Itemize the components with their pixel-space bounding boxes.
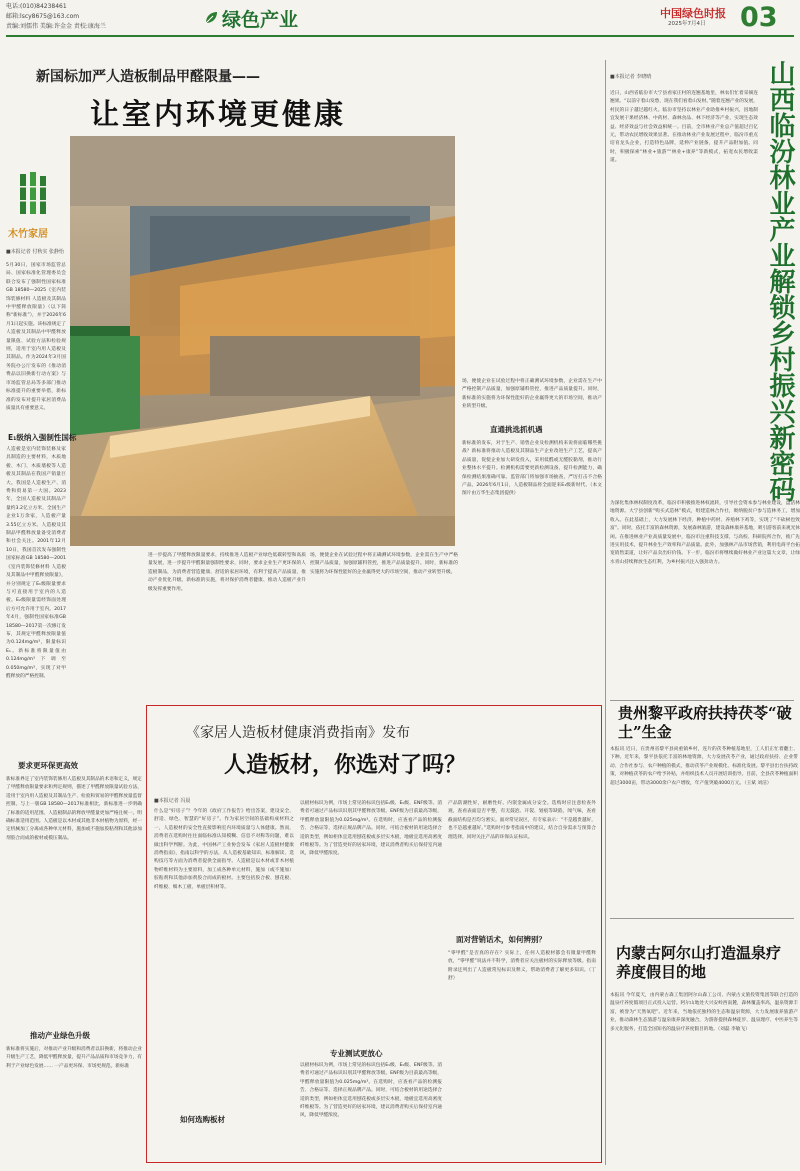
- side-divider-1: [610, 700, 794, 701]
- guide-col3-b: “零甲醛”是否真的存在？实际上，任何人造板材都会有微量甲醛释放，“零甲醛”说法并不科学，消费者应关注板材的实际释放等级。指南附录还列出了人造板常见标识及释义，帮助消费者了解更多知识。（丁舒）: [448, 951, 596, 982]
- contact-phone: 电话:(010)84238461: [6, 3, 67, 10]
- guide-headline: 人造板材，你选对了吗？: [224, 752, 467, 778]
- lead-subhead-3: 推动产业绿色升级: [30, 1031, 90, 1040]
- side-headline: 山西临汾林业产业解锁乡村振兴新密码: [765, 60, 795, 502]
- factory-photo: [70, 136, 455, 546]
- issue-date: 2025年7月4日: [668, 21, 706, 27]
- side-divider-2: [610, 918, 794, 919]
- lead-subhead-4: 直通挑选抓机遇: [490, 425, 543, 434]
- lead-col4-top: 场，便使企业在试验过程中将正确测试环境参数，企业需在生产中严格控制产品质量，加强原辅料管控，推进产品质量提升。同时，新标准的实施将为环保性能好的企业赢得更大的市场空间，推动产业转型升级。: [462, 379, 602, 410]
- contact-email: 邮箱:lscy8675@163.com: [6, 13, 80, 20]
- inner-mongolia-text: 本报讯 今年夏天，由内蒙古森工集团阿尔山森工公司、内蒙古文旅投资集团等联合打造的温泉疗养度假项目正式投入运营。阿尔山地处大兴安岭西南麓，森林覆盖率高，温泉资源丰富，被誉为“天然氧吧”。近年来，当地依托独特的生态和温泉资源，大力发展康养旅游产业，推动森林生态旅游与温泉康养深度融合，为游客提供森林徒步、温泉理疗、中医养生等多元化服务，打造全国知名的温泉疗养度假目的地。（刘磊 李敏飞）: [610, 993, 798, 1032]
- guide-subhead-2: 专业测试更放心: [330, 1049, 383, 1058]
- guide-byline: ■本报记者 冯晨: [154, 798, 191, 804]
- section-title: 绿色产业: [222, 8, 299, 31]
- lead-col1-c: 新标准界定了室内装饰装修用人造板及其制品的术语和定义，规定了甲醛释放限量要求和判定规则，描述了甲醛释放限量试验方法，适用于室内用人造板及其制品生产、检验和贸易的甲醛释放量监督控制。与上一版GB 18580—2017标准相比，新标准进一步明确了标准的适用范围。人造板制品的释放甲醛量更加严格且统一。明确标准适用范围。人造板是以木材或其他非木材植物为原料，经一定机械加工分离成各种单元材料，施加或不施加胶粘剂和其他添加剂胶合而成的板材或模压制品。: [6, 777, 142, 841]
- column-divider: [605, 60, 606, 1165]
- guide-col2-b: 以板材标识为例，市场上常见的标识包括E₁级、E₀级、ENF级等。消费者可通过产品标识识别其甲醛释放等级。ENF级为目前最高等级，甲醛释放量限值为0.025mg/m³。在选购时，应查看产品的检测报告、合格证等，选择正规品牌产品。同时，可结合板材的用途选择合适的类型，例如柜体宜选用刨花板或多层实木板，地板宜选用高密度纤维板等。为了营造更好的居家环境，建议消费者购买后保持室内通风，降低甲醛浓度。: [300, 1063, 442, 1119]
- editor-credits: 责编:刘儒伟 美编:许金金 责校:康海兰: [6, 23, 106, 30]
- guizhou-headline: 贵州黎平政府扶持茯苓“破土”生金: [618, 704, 792, 741]
- side-col1: 近日，山西省临汾市大宁县看家庄村的连翘基地里，林农们忙着采摘连翘果。“以前守着山发愁，现在我们看着山发财。”随着连翘产业的发展，村民的日子越过越红火。临汾市坚持以林业产业助推乡村振兴，因地制宜发展干果经济林、中药材、森林食品、林下经济等产业，实现生态效益、经济效益与社会效益相统一。目前，全市林业产业总产值超过百亿元，带动农民增收效果显著。在推动林业产业发展过程中，临汾市重点培育龙头企业，打造特色品牌，延伸产业链条，提升产品附加值。同时，积极探索“林业+旅游”“林业+康养”等新模式，拓宽农民增收渠道。: [610, 91, 758, 164]
- guide-col3: 产品防潮性好，耐磨性好。内嵌金属成分安全。选购时应注意检查外观，查看表面是否平整，有无鼓泡、开裂、划痕等缺陷，闻气味，查看截面结构是否均匀密实。面对常见误区，有专家表示：“不是越贵越好，也不是越重越好。”选购时可参考指南中的建议，结合自身需求与预算合理选择，同时关注产品的环保认证标识。: [448, 801, 596, 840]
- guide-col1: 什么是“好房子”？今年的《政府工作报告》给出答案，建设安全、舒适、绿色、智慧的“好房子”。作为家居空间的基础构成材料之一，人造板材的安全性直接影响室内环境质量与人体健康。然而，消费者在选购时往往面临标准认知模糊、信息不对称等问题，难以做出科学判断。为此，中国林产工业协会发布《家居人造板材健康消费指南》，指南以科学的方法，从人造板基础知识、标准解读、选购技巧等方面为消费者提供全面指导。人造板是以木材或非木材植物纤维材料为主要原料，加工成各种单元材料，施加（或不施加）胶粘剂和其他添加剂胶合而成的板材。主要包括胶合板、刨花板、纤维板、细木工板、单板层积材等。: [154, 809, 294, 890]
- section-badge: [204, 6, 338, 30]
- guide-subhead-3: 面对营销话术，如何辨别？: [456, 935, 546, 944]
- lead-kicker: 新国标加严人造板制品甲醛限量——: [36, 69, 260, 85]
- lead-col4: 新标准的发布，对于生产、销售企业及检测机构来说将面临哪些挑战？新标准将推动人造板及其制品生产企业改进生产工艺，提高产品质量，促使企业加大研发投入，采用低醛或无醛胶黏剂，推动行业整体水平提升。检测机构需要更新检测设备，提升检测能力，确保检测结果准确可靠。监管部门将加强市场抽查，严厉打击不合格产品。2026年6月1日，人造板制品将全面迎来E₁级新时代。（本文图片由万华生态集团提供）: [462, 441, 602, 497]
- lead-col3: 场，便使企业在试验过程中将正确测试环境参数，企业需在生产中严格控制产品质量，加强原辅料管控，推进产品质量提升。同时，新标准的实施将为环保性能好的企业赢得更大的市场空间，推动产业转型升级。: [310, 553, 458, 575]
- lead-subhead-1: E₁级纳入强制性国标: [8, 433, 77, 442]
- lead-col1-b: 人造板是室内装饰装修及家具制造的主要材料，木质地板、木门、木质墙板等人造板及其制品在我国产销量巨大。我国是人造板生产、消费和贸易第一大国。2023年，全国人造板及其制品产量约3.2亿立方米，全国生产企业1万余家，人造板产量3.55亿立方米。人造板及其制品甲醛释放量备受消费者和社会关注。2001年12月10日，我国首次发布强制性国家标准GB 18580—2001《室内装饰装修材料 人造板及其制品中甲醛释放限量》，并分别规定了E₁级限量要求与可直接用于室内的人造板。E₂级限量需经饰面处理后方可允许用于室内。2017年4月，强制性国家标准GB 18580—2017第一次修订发布，其规定甲醛释放限量值为0.124mg/m³，限量标识E₁。新标准将限量值由0.124mg/m³下调至0.050mg/m³，实现了对甲醛释放的严格控制。: [6, 447, 66, 679]
- side-col2: 为深化集体林权制度改革，临汾市积极推进林权流转，引导社会资本参与林业建设，盘活林地资源。大宁县创新“购买式造林”模式，组建造林合作社，吸纳脱贫户参与造林务工，增加收入。在此基础上，大力发展林下经济，种植中药材、养殖林下鸡等，实现了“不砍树也致富”。同时，依托丰富的森林资源，发展森林旅游，建设森林康养基地，吸引游客前来观光休闲。在推进林业产业高质量发展中，临汾市注重科技支撑，与高校、科研院所合作，推广先进实用技术，提升林业生产效率和产品质量。此外，加强林产品市场营销，利用电商平台拓宽销售渠道，让好产品卖出好价钱。下一步，临汾市将继续做好林业产业这篇大文章，让绿水青山持续释放生态红利，为乡村振兴注入强劲动力。: [610, 501, 800, 565]
- column-tag-label: 木竹家居: [8, 229, 48, 240]
- guide-kicker: 《家居人造板材健康消费指南》发布: [186, 725, 410, 741]
- header-rule: [6, 35, 794, 37]
- guide-col2: 以板材标识为例，市场上常见的标识包括E₁级、E₀级、ENF级等。消费者可通过产品标识识别其甲醛释放等级。ENF级为目前最高等级，甲醛释放量限值为0.025mg/m³。在选购时，应查看产品的检测报告、合格证等，选择正规品牌产品。同时，可结合板材的用途选择合适的类型，例如柜体宜选用刨花板或多层实木板，地板宜选用高密度纤维板等。为了营造更好的居家环境，建议消费者购买后保持室内通风，降低甲醛浓度。: [300, 801, 442, 857]
- lead-col1-d: 新标准将实施后，对推动产业升级和消费者以旧换新，将推动企业升级生产工艺，降低甲醛释放量，提升产品品质和市场竞争力，有利于产业绿色发展…… 一产品更环保、市场更规范。新标准: [6, 1047, 142, 1069]
- lead-headline: 让室内环境更健康: [90, 97, 347, 131]
- guizhou-text: 本报讯 近日，在贵州省黎平县尚重镇乡村，连片的茯苓种植基地里，工人们正忙着翻土、下种。近年来，黎平县依托丰富的林地资源，大力发展茯苓产业，通过政府扶持、企业带动、合作社参与、农户种植的模式，推动茯苓产业规模化、标准化发展。黎平县出台扶持政策，对种植茯苓的农户给予补贴，并组织技术人员开展培训指导。目前，全县茯苓种植面积超过3000亩，带动3000余户农户增收，年产值突破4000万元。（王斌 刘洁）: [610, 747, 798, 786]
- lead-col1-a: 5月30日，国家市场监管总局、国家标准化管理委员会联合发布了强制性国家标准GB 18580—2025《室内装饰装修材料 人造板及其制品中甲醛释放限量》（以下简称“新标准”），并于2026年6月1日起实施。该标准规定了人造板及其制品中甲醛释放量限值、试验方法和检验规则，适用于室内用人造板及其制品。作为2024年3月国务院办公厅发布的《推动消费品以旧换新行动方案》与市场监管总局等多部门推动标准提升的重要举措，新标准的发布对提升家居消费品质量具有重要意义。: [6, 263, 66, 411]
- paper-name: 中国绿色时报: [660, 7, 726, 20]
- side-byline: ■本报记者 李晓晴: [610, 74, 652, 80]
- lead-byline: ■本报记者 付秋实 张静怡: [6, 249, 64, 255]
- leaf-icon: [204, 11, 218, 25]
- lead-col2: 进一步提高了甲醛释放限量要求，持续推进人造板产业绿色低碳转型和高质量发展，进一步提升甲醛限量强制性要求，同时，要求企业生产更环保的人造板制品，为消费者营造健康、舒适的家居环境，有利于提高产品质量，推动产业优化升级。新标准的实施，将对保护消费者健康、推动人造板产业升级发挥重要作用。: [148, 553, 306, 592]
- lead-subhead-2: 要求更环保更高效: [18, 761, 78, 770]
- page-number: 03: [740, 2, 778, 33]
- guide-subhead-1: 如何选购板材: [180, 1115, 225, 1124]
- inner-mongolia-headline: 内蒙古阿尔山打造温泉疗养度假目的地: [616, 944, 782, 981]
